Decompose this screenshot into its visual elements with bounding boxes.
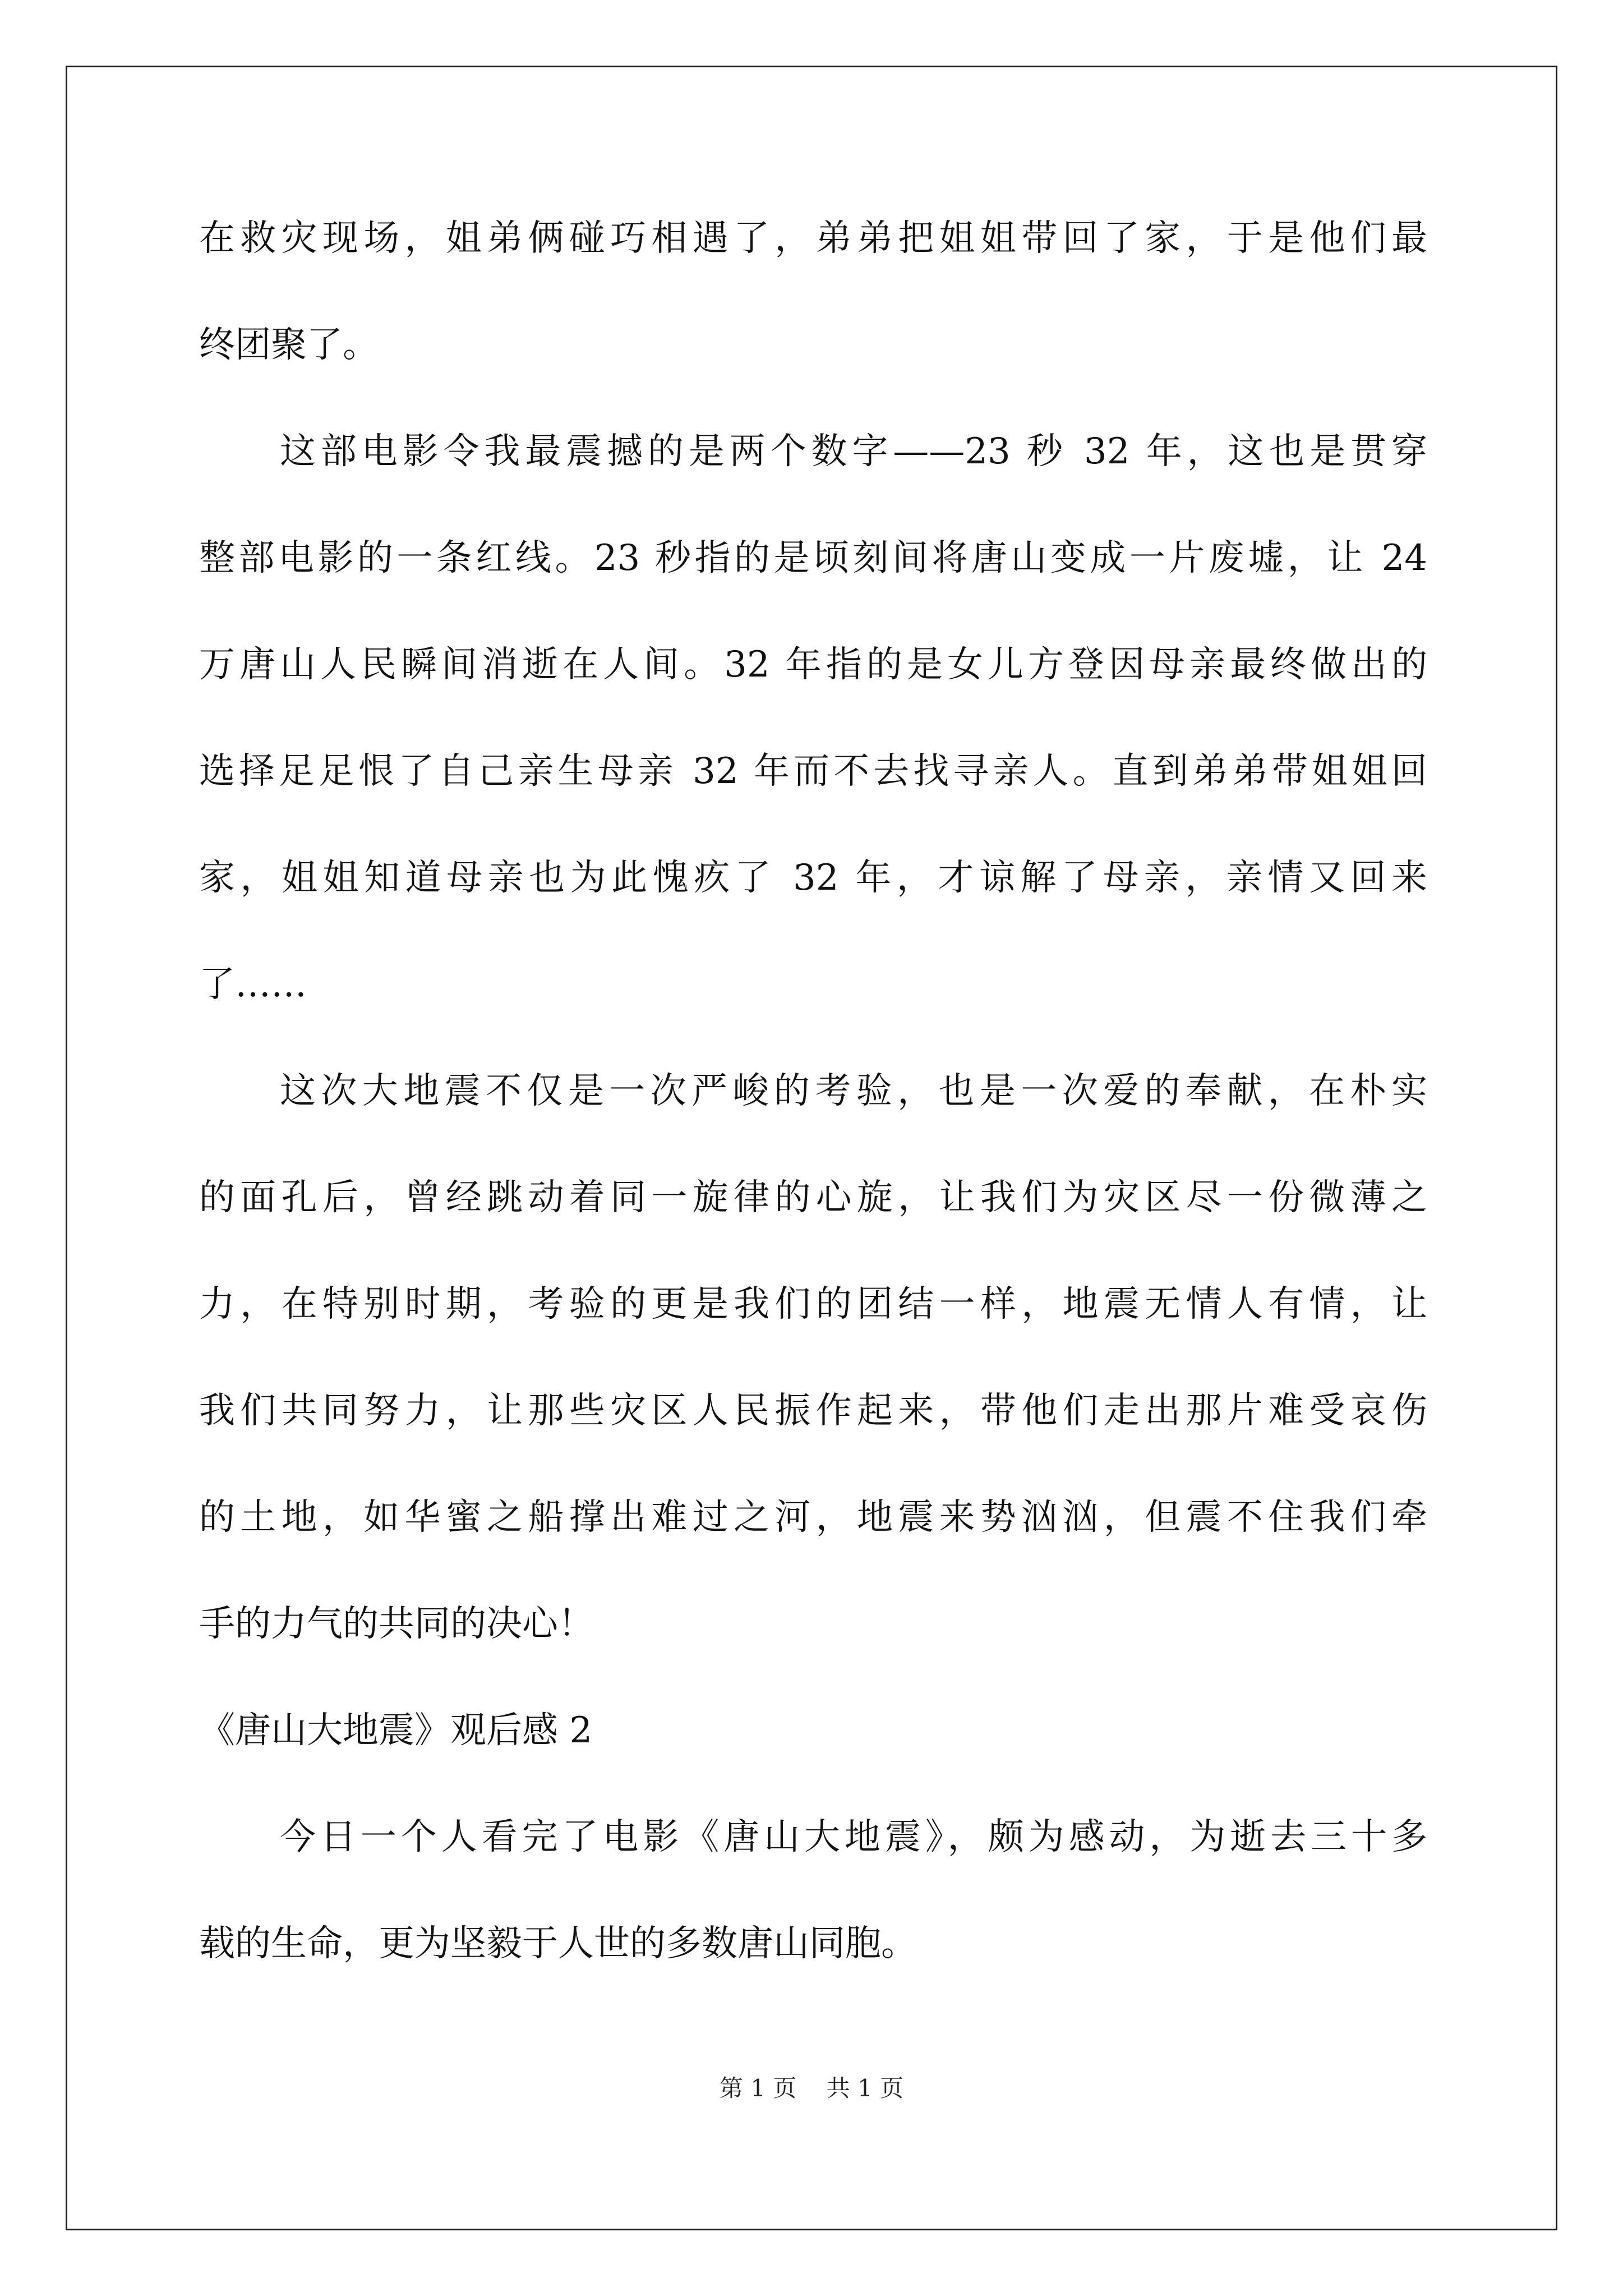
paragraph-line: 家，姐姐知道母亲也为此愧疚了 32 年，才谅解了母亲，亲情又回来 [199, 857, 1427, 899]
paragraph-line: 这次大地震不仅是一次严峻的考验，也是一次爱的奉献，在朴实 [280, 1070, 1427, 1112]
page-footer: 第 1 页 共 1 页 [719, 2074, 904, 2102]
paragraph-line: 的面孔后，曾经跳动着同一旋律的心旋，让我们为灾区尽一份微薄之 [199, 1177, 1427, 1218]
paragraph-line: 了…… [199, 964, 307, 1005]
paragraph-line: 万唐山人民瞬间消逝在人间。32 年指的是女儿方登因母亲最终做出的 [199, 644, 1427, 685]
paragraph-line: 今日一个人看完了电影《唐山大地震》，颇为感动，为逝去三十多 [280, 1816, 1427, 1858]
paragraph-line: 终团聚了。 [199, 324, 379, 366]
paragraph-line: 我们共同努力，让那些灾区人民振作起来，带他们走出那片难受哀伤 [199, 1390, 1427, 1432]
paragraph-line: 的土地，如华蜜之船撑出难过之河，地震来势汹汹，但震不住我们牵 [199, 1497, 1427, 1538]
paragraph-line: 选择足足恨了自己亲生母亲 32 年而不去找寻亲人。直到弟弟带姐姐回 [199, 751, 1427, 792]
paragraph-line: 手的力气的共同的决心！ [199, 1603, 594, 1645]
paragraph-line: 在救灾现场，姐弟俩碰巧相遇了，弟弟把姐姐带回了家，于是他们最 [199, 218, 1427, 259]
paragraph-line: 这部电影令我最震撼的是两个数字——23 秒 32 年，这也是贯穿 [280, 431, 1427, 472]
section-heading: 《唐山大地震》观后感 2 [199, 1710, 593, 1751]
paragraph-line: 载的生命，更为坚毅于人世的多数唐山同胞。 [199, 1923, 917, 1964]
document-body [199, 208, 1427, 2019]
paragraph-line: 力，在特别时期，考验的更是我们的团结一样，地震无情人有情，让 [199, 1283, 1427, 1325]
paragraph-line: 整部电影的一条红线。23 秒指的是顷刻间将唐山变成一片废墟，让 24 [199, 537, 1427, 579]
